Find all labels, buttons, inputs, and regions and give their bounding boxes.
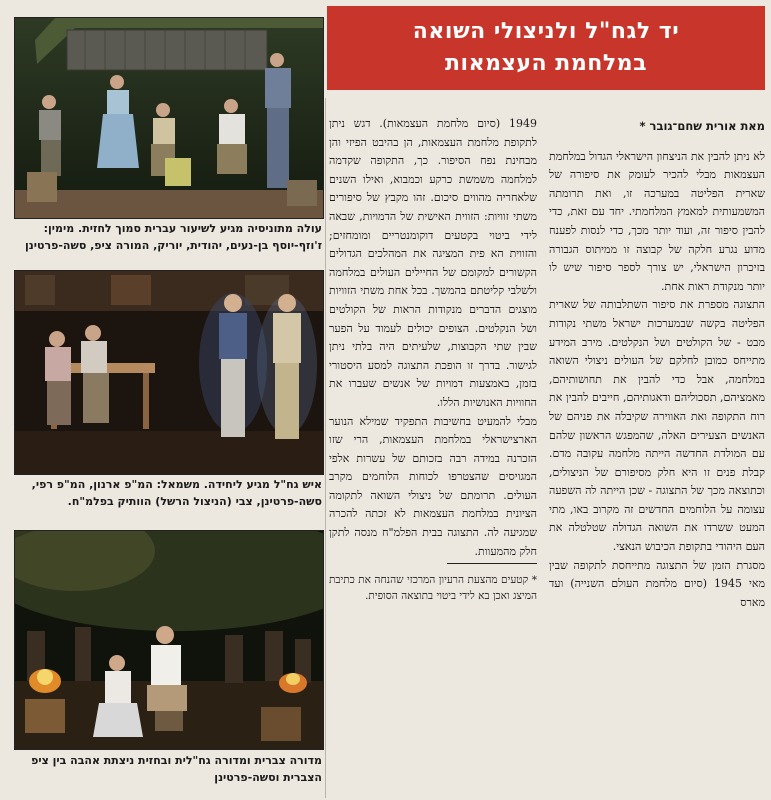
headline-banner <box>327 6 765 90</box>
paragraph: מסגרת הזמן של התצוגה מתייחסת לתקופה שבין מאי 1945 (סיום מלחמת העולם השנייה) ועד מארס <box>549 558 765 609</box>
paragraph: התצוגה מספרת את סיפור השתלבותה של שארית הפליטה בקשה שבמערכות ישראל משתי נקודות מבט - של הקולטים ושל הנקלטים. מירב המידע מתייחס כמובן לחלקם של העולים ניצולי השואה במלחמה, אבל כדי להבין את תחושותיהם, מאמציהם, תסכוליהם ודאגותיהם, חייבים להבין את רוח התקופה ואת האווירה שקיבלה את פניהם של האנשים הצעירים האלה, שהמפגש הראשון שלהם עם המולדת החדשה הייתה מלחמה עקובה מדם. קבלת פנים זו היא חלק מסיפורם של הניצולים, וכתוצאה מכך של התצוגה - שכן הייתה לה השפעה עצומה על הלוחמים החדשים זה מקרוב באו, מתי המעט ששרדו את השואה הגדולה שטלטלה את העם היהודי בתקופת הכיבוש הנאצי. <box>549 298 765 554</box>
article-column-right <box>549 117 765 612</box>
headline-line-1: יד לגח"ל ולניצולי השואה <box>412 19 680 44</box>
photo-campfire-scene <box>14 530 324 750</box>
paragraph: 1949 (סיום מלחמת העצמאות). דגש ניתן לתקופת מלחמת העצמאות, הן בהיבט הפיזי והן מבחינת נפח הסיפור. כך, התקופה שקדמה למלחמה משמשת כרקע וכמבוא, ואילו השנים שלאחריה מהווים סיכום. זהו מקבץ של סיפורים משתי זוויות: הזווית האישית של הדמויות, שבאה לידי ביטוי בקטעים דוקומנטריים ומומחזים; והזווית הא פית המציגה את המהלכים הגדולים הקשורים למקומם של החיילים העולים במלחמה ולשלבי קליטתם בהמשך. בכל אחת משתי הזוויות מוצגים הדברים מנקודות הראות של הקולטים ושל הנקלטים. הצופים יכולים לעמוד על הפער שבין שתי הקבוצות, שלעיתים היה בלתי ניתן לגישור. בדרך זו הופכת התצוגה למסע היסטורי בזמן, באמצעות דמויות של אנשים שעברו את החוויות האנושיות הללו. <box>329 117 537 409</box>
article-column-middle <box>329 115 537 604</box>
photo-caption-1: עולה מתוניסיה מגיע לשיעור עברית סמוך לחזית. מימין: ז'וזף-יוסף בן-נעים, יהודית, יוריק, המורה ציפ, סשה-פרטינן <box>25 222 322 252</box>
paragraph: מבלי להמעיט בחשיבות התפקיד שמילא הנוער הארצישראלי במלחמת העצמאות, הרי שזו הזכרנה במידה רבה בזכותם של עשרות אלפי המגויסים שהצטרפו לכוחות הלוחמים מקרב העולים. תרומתם של ניצולי השואה לתקומה הציונית במלחמת העצמאות לא זכתה להכרה שמגיעה לה. התצוגה בבית הפלמ"ח מנסה לתקן חלק מהמעוות. <box>329 414 537 558</box>
photo-unit-scene <box>14 270 324 475</box>
author-byline: מאת אורית שחם־גובר * <box>639 119 765 133</box>
photo-caption-2: איש גח"ל מגיע ליחידה. משמאל: המ"פ ארנון, המ"פ רפי, סשה-פרטינן, צבי (הניצול הרשל) הוותיק בפלמ"ח. <box>31 478 322 508</box>
footnote: * קטעים מהצעת הרעיון המרכזי שהנחה את כתיבת המיצג ואכן בא לידי ביטוי בתוצאה הסופית. <box>329 574 537 603</box>
paragraph: לא ניתן להבין את הניצחון הישראלי הגדול במלחמת העצמאות מבלי להכיר לעומק את סיפורה של שארית הפליטה במערכה זו, ואת תרומתה המשמעותית למאמץ המלחמתי. יחד עם זאת, כדי להבין סיפור זה, ועוד יותר מכך, כדי לנסות לפענח מדוע נגרע חלקה של קבוצה זו ממיתוס הגבורה בזיכרון הישראלי, יש צורך לספר סיפור שיש לו יותר מנקודת ראות אחת. <box>549 149 765 293</box>
photo-caption-3: מדורה צברית ומדורה גח"לית ובחזית ניצתת אהבה בין ציפ הצברית וסשה-פרטינן <box>31 754 322 784</box>
footnote-rule <box>447 563 537 564</box>
photo-classroom-scene <box>14 17 324 219</box>
headline-line-2: במלחמת העצמאות <box>444 51 647 76</box>
column-divider <box>325 98 326 798</box>
